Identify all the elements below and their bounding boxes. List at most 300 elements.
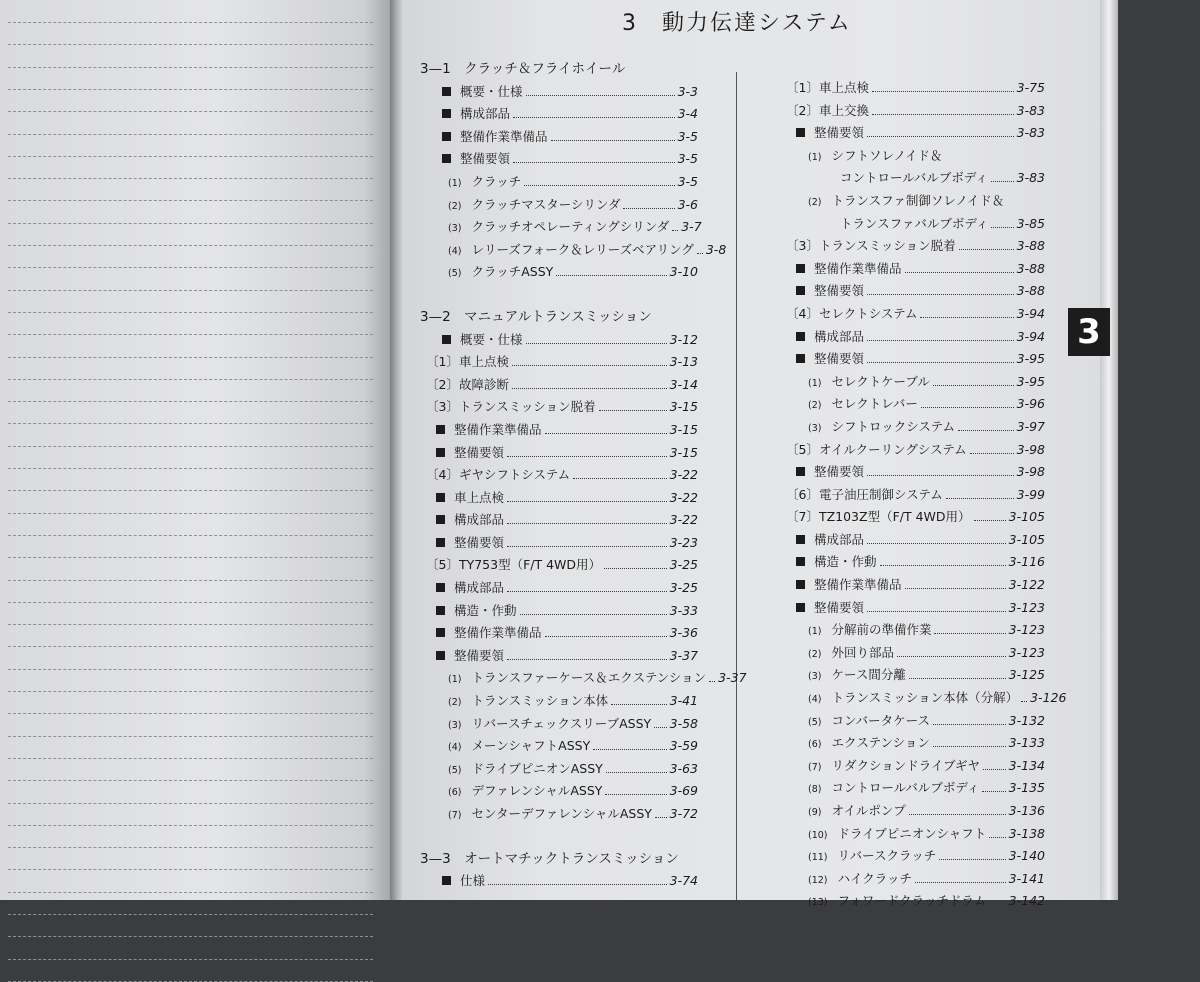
toc-entry-label: 構成部品 — [814, 531, 865, 547]
dot-leader — [915, 882, 1006, 883]
column-divider — [736, 72, 737, 900]
dot-leader — [1021, 701, 1027, 702]
dot-leader — [606, 772, 667, 773]
toc-entry[interactable] — [780, 890, 1045, 913]
ruled-line — [8, 557, 373, 558]
toc-entry[interactable] — [780, 77, 1045, 100]
toc-entry-label: 構造・作動 — [454, 602, 517, 618]
ruled-line — [8, 535, 373, 536]
toc-page-number: 3-99 — [1016, 486, 1045, 502]
toc-page-number: 3-23 — [669, 534, 698, 550]
toc-entry-number: (1) — [808, 626, 822, 638]
toc-page-number: 3-72 — [669, 806, 698, 821]
dot-leader — [958, 430, 1014, 431]
dot-leader — [934, 633, 1005, 634]
dot-leader — [920, 317, 1013, 318]
toc-entry-number: (8) — [808, 784, 822, 796]
page-edge — [1100, 0, 1118, 900]
toc-entry[interactable] — [420, 803, 698, 826]
toc-page-number: 3-5 — [677, 151, 698, 167]
toc-page-number: 3-58 — [669, 715, 698, 731]
ruled-line — [8, 513, 373, 514]
dot-leader — [593, 749, 666, 750]
toc-page-number: 3-4 — [677, 106, 698, 122]
toc-page-number: 3-22 — [669, 467, 698, 483]
dot-leader — [545, 636, 667, 637]
toc-entry[interactable] — [780, 235, 1045, 258]
toc-entry-number: (4) — [448, 742, 462, 754]
toc-page-number: 3-123 — [1008, 599, 1045, 615]
toc-entry[interactable] — [420, 509, 698, 532]
toc-entry-label: トランスミッション本体（分解） — [831, 690, 1019, 706]
toc-left-column — [420, 58, 747, 893]
ruled-line — [8, 869, 373, 870]
toc-entry-label: 〔2〕車上交換 — [786, 102, 869, 118]
dot-leader — [599, 410, 667, 411]
dot-leader — [545, 433, 667, 434]
ruled-line — [8, 646, 373, 647]
toc-page-number: 3-98 — [1016, 464, 1045, 480]
toc-entry[interactable] — [420, 554, 698, 577]
toc-page-number: 3-75 — [1016, 80, 1045, 95]
toc-entry[interactable] — [420, 351, 698, 374]
square-bullet-icon — [796, 467, 805, 476]
dot-leader — [520, 614, 667, 615]
ruled-line — [8, 357, 373, 358]
toc-entry[interactable] — [420, 194, 698, 217]
toc-page-number: 3-13 — [669, 354, 698, 370]
toc-entry[interactable] — [780, 732, 1045, 755]
toc-page-number: 3-36 — [669, 625, 698, 641]
toc-entry-number: (2) — [448, 200, 462, 212]
dot-leader — [989, 904, 1005, 905]
ruled-line — [8, 758, 373, 759]
ruled-line — [8, 267, 373, 268]
toc-entry-number: (3) — [808, 422, 822, 434]
toc-page-number: 3-7 — [681, 219, 702, 235]
toc-page-number: 3-25 — [669, 580, 698, 596]
toc-entry-label: センターデファレンシャルASSY — [471, 806, 652, 821]
dot-leader — [905, 272, 1014, 273]
toc-entry-label: 整備要領 — [454, 534, 505, 550]
toc-entry[interactable] — [420, 126, 698, 149]
dot-leader — [867, 340, 1014, 341]
toc-entry[interactable] — [780, 439, 1045, 462]
toc-entry-label: エクステンション — [831, 735, 930, 751]
ruled-line — [8, 892, 373, 893]
toc-entry-label: ドライブピニオンASSY — [471, 760, 603, 776]
toc-entry-label: 整備要領 — [814, 351, 865, 367]
dot-leader — [556, 275, 666, 276]
toc-page-number: 3-88 — [1016, 238, 1045, 254]
square-bullet-icon — [436, 425, 445, 434]
dot-leader — [880, 565, 1006, 566]
toc-page-number: 3-33 — [669, 602, 698, 618]
dot-leader — [709, 681, 715, 682]
square-bullet-icon — [796, 286, 805, 295]
toc-entry-label: コントロールバルブボディ — [840, 170, 988, 186]
dot-leader — [551, 140, 675, 141]
ruled-line — [8, 401, 373, 402]
toc-entry[interactable] — [420, 374, 698, 397]
toc-entry-label: クラッチASSY — [471, 264, 554, 280]
toc-page-number: 3-6 — [677, 196, 698, 212]
toc-entry[interactable] — [780, 664, 1045, 687]
toc-entry[interactable] — [780, 122, 1045, 145]
toc-entry-label: リダクションドライブギヤ — [831, 757, 980, 773]
toc-entry[interactable] — [420, 464, 698, 487]
toc-page-number: 3-132 — [1008, 712, 1045, 728]
square-bullet-icon — [796, 603, 805, 612]
dot-leader — [867, 362, 1014, 363]
toc-entry[interactable] — [420, 419, 698, 442]
square-bullet-icon — [442, 335, 451, 344]
toc-entry[interactable] — [420, 758, 698, 781]
toc-entry-number: (5) — [448, 764, 462, 776]
ruled-line — [8, 89, 373, 90]
dot-leader — [623, 208, 674, 209]
toc-entry-label: 構造・作動 — [814, 554, 877, 570]
toc-entry[interactable] — [780, 484, 1045, 507]
toc-page-number: 3-22 — [669, 489, 698, 505]
toc-entry[interactable] — [780, 642, 1045, 665]
toc-entry-label: 整備要領 — [814, 599, 865, 615]
toc-entry[interactable] — [420, 577, 698, 600]
square-bullet-icon — [796, 535, 805, 544]
toc-entry[interactable] — [780, 393, 1045, 416]
toc-entry-label: 〔2〕故障診断 — [426, 376, 509, 392]
toc-entry[interactable] — [780, 868, 1045, 891]
ruled-line — [8, 223, 373, 224]
toc-entry[interactable] — [420, 396, 698, 419]
toc-entry[interactable] — [420, 148, 698, 171]
toc-entry[interactable] — [420, 667, 747, 690]
ruled-line — [8, 134, 373, 135]
toc-entry-label: トランスファーケース＆エクステンション — [471, 670, 707, 686]
toc-entry[interactable] — [420, 487, 698, 510]
toc-entry[interactable] — [420, 600, 698, 623]
toc-entry-label: 車上点検 — [454, 489, 505, 505]
toc-entry-label: 〔1〕車上点検 — [786, 80, 869, 95]
toc-entry[interactable] — [780, 574, 1045, 597]
toc-entry-label: 〔6〕電子油圧制御システム — [786, 486, 943, 502]
toc-entry[interactable] — [780, 800, 1045, 823]
ruled-line — [8, 379, 373, 380]
toc-entry[interactable] — [780, 551, 1045, 574]
toc-entry-label: レリーズフォーク＆レリーズベアリング — [471, 241, 694, 257]
toc-entry-number: (5) — [808, 716, 822, 728]
toc-page-number: 3-88 — [1016, 283, 1045, 299]
toc-entry-label: 整備作業準備品 — [454, 625, 542, 641]
toc-entry[interactable] — [780, 823, 1045, 846]
square-bullet-icon — [436, 515, 445, 524]
toc-entry-number: (1) — [448, 177, 462, 189]
toc-entry[interactable] — [420, 81, 698, 104]
toc-entry-number: (1) — [808, 377, 822, 389]
dot-leader — [939, 859, 1005, 860]
dot-leader — [970, 453, 1014, 454]
toc-page-number: 3-5 — [677, 173, 698, 189]
toc-entry[interactable] — [420, 713, 698, 736]
toc-entry-number: (6) — [448, 787, 462, 799]
toc-entry[interactable] — [420, 171, 698, 194]
toc-entry-label: 〔4〕ギヤシフトシステム — [426, 467, 571, 483]
ruled-line — [8, 936, 373, 937]
toc-section-label: 3—1 クラッチ＆フライホイール — [420, 61, 626, 77]
toc-entry[interactable] — [780, 190, 1045, 213]
square-bullet-icon — [796, 354, 805, 363]
toc-section-heading[interactable] — [420, 58, 698, 81]
dot-leader — [513, 162, 675, 163]
toc-entry[interactable] — [780, 506, 1045, 529]
toc-entry[interactable] — [420, 239, 727, 262]
dot-leader — [989, 837, 1005, 838]
toc-entry-label: ドライブピニオンシャフト — [837, 825, 987, 841]
toc-spacer — [420, 284, 698, 306]
ruled-line — [8, 245, 373, 246]
toc-entry[interactable] — [780, 416, 1045, 439]
square-bullet-icon — [436, 606, 445, 615]
toc-entry-label: デファレンシャルASSY — [471, 783, 603, 799]
ruled-line — [8, 156, 373, 157]
toc-page-number: 3-85 — [1016, 215, 1045, 231]
toc-entry[interactable] — [780, 687, 1067, 710]
toc-entry-number: (11) — [808, 852, 828, 864]
toc-entry-label: 分解前の準備作業 — [831, 622, 932, 638]
toc-entry[interactable] — [780, 461, 1045, 484]
ruled-line — [8, 312, 373, 313]
dot-leader — [513, 117, 675, 118]
toc-entry-label: 整備要領 — [454, 444, 505, 460]
toc-entry-label: 〔1〕車上点検 — [426, 354, 509, 370]
square-bullet-icon — [442, 109, 451, 118]
chapter-tab[interactable]: 3 — [1068, 308, 1110, 356]
toc-page-number: 3-97 — [1016, 418, 1045, 434]
square-bullet-icon — [436, 538, 445, 547]
ruled-line — [8, 580, 373, 581]
square-bullet-icon — [436, 583, 445, 592]
toc-entry[interactable] — [780, 167, 1045, 190]
dot-leader — [573, 478, 667, 479]
toc-entry-label: クラッチ — [471, 173, 522, 189]
dot-leader — [867, 611, 1006, 612]
chapter-title: 3 動力伝達システム — [622, 11, 852, 36]
toc-entry-label: メーンシャフトASSY — [471, 738, 591, 754]
toc-entry[interactable] — [780, 529, 1045, 552]
toc-entry-number: (2) — [808, 400, 822, 412]
toc-entry[interactable] — [420, 216, 702, 239]
ruled-line — [8, 780, 373, 781]
dot-leader — [905, 588, 1006, 589]
toc-entry[interactable] — [780, 755, 1045, 778]
dot-leader — [909, 814, 1006, 815]
toc-entry-label: 整備作業準備品 — [814, 260, 902, 276]
toc-entry[interactable] — [420, 735, 698, 758]
dot-leader — [909, 678, 1006, 679]
dot-leader — [604, 568, 667, 569]
toc-entry-number: (4) — [808, 694, 822, 706]
ruled-line — [8, 624, 373, 625]
toc-entry[interactable] — [780, 145, 1045, 168]
toc-entry[interactable] — [780, 303, 1045, 326]
square-bullet-icon — [442, 132, 451, 141]
dot-leader — [983, 769, 1006, 770]
toc-page-number: 3-3 — [677, 83, 698, 99]
toc-spacer — [420, 826, 698, 848]
toc-entry-label: 〔5〕オイルクーリングシステム — [786, 441, 967, 457]
dot-leader — [872, 114, 1014, 115]
dot-leader — [512, 388, 667, 389]
toc-page-number: 3-74 — [669, 873, 698, 889]
dot-leader — [921, 407, 1014, 408]
toc-entry[interactable] — [780, 100, 1045, 123]
toc-page-number: 3-59 — [669, 738, 698, 754]
dot-leader — [933, 385, 1014, 386]
ruled-line — [8, 67, 373, 68]
toc-section-heading[interactable] — [420, 306, 698, 329]
toc-entry-label: 構成部品 — [454, 580, 505, 596]
toc-page-number: 3-105 — [1008, 509, 1045, 525]
dot-leader — [507, 501, 667, 502]
toc-entry-label: ハイクラッチ — [837, 870, 913, 886]
ruled-line — [8, 178, 373, 179]
toc-entry[interactable] — [780, 371, 1045, 394]
dot-leader — [933, 724, 1006, 725]
ruled-line — [8, 290, 373, 291]
toc-page-number: 3-105 — [1008, 531, 1045, 547]
toc-entry-label: 〔5〕TY753型（F/T 4WD用） — [426, 557, 602, 573]
toc-entry-label: リバースクラッチ — [837, 848, 937, 864]
toc-entry-label: 構成部品 — [814, 328, 865, 344]
toc-entry[interactable] — [420, 690, 698, 713]
toc-entry-label: 整備要領 — [814, 283, 865, 299]
toc-entry[interactable] — [780, 348, 1045, 371]
toc-entry[interactable] — [420, 622, 698, 645]
toc-entry-number: (9) — [808, 807, 822, 818]
toc-page-number: 3-37 — [718, 670, 747, 686]
dot-leader — [872, 91, 1014, 92]
ruled-line — [8, 959, 373, 960]
toc-entry[interactable] — [420, 532, 698, 555]
toc-entry-number: (4) — [448, 245, 462, 257]
toc-entry[interactable] — [780, 326, 1045, 349]
toc-page-number: 3-125 — [1008, 667, 1045, 683]
square-bullet-icon — [436, 628, 445, 637]
toc-entry-label: トランスファ制御ソレノイド＆ — [831, 192, 1005, 208]
toc-page-number: 3-95 — [1016, 373, 1045, 389]
toc-entry[interactable] — [780, 258, 1045, 281]
toc-entry-label: コンバータケース — [831, 712, 930, 728]
dot-leader — [867, 136, 1014, 137]
toc-entry[interactable] — [780, 597, 1045, 620]
toc-page-number: 3-116 — [1008, 554, 1045, 570]
toc-entry[interactable] — [420, 780, 698, 803]
toc-page-number: 3-41 — [669, 693, 698, 709]
toc-entry-label: フォワードクラッチドラム — [837, 893, 987, 909]
toc-page-number: 3-96 — [1016, 396, 1045, 412]
toc-entry[interactable] — [780, 619, 1045, 642]
toc-entry-label: オイルポンプ — [831, 803, 906, 818]
toc-entry[interactable] — [420, 870, 698, 893]
toc-page-number: 3-95 — [1016, 351, 1045, 367]
toc-entry[interactable] — [780, 213, 1045, 236]
toc-entry[interactable] — [780, 777, 1045, 800]
toc-page-number: 3-12 — [669, 331, 698, 347]
ruled-line — [8, 691, 373, 692]
toc-entry[interactable] — [420, 442, 698, 465]
square-bullet-icon — [796, 128, 805, 137]
toc-entry-number: (3) — [808, 671, 822, 683]
toc-entry[interactable] — [780, 710, 1045, 733]
toc-page-number: 3-134 — [1008, 757, 1045, 773]
ruled-line — [8, 446, 373, 447]
dot-leader — [897, 656, 1006, 657]
toc-entry-label: 外回り部品 — [831, 644, 894, 660]
dot-leader — [507, 659, 667, 660]
toc-entry[interactable] — [420, 103, 698, 126]
toc-entry-label: 整備要領 — [460, 151, 511, 167]
toc-page-number: 3-83 — [1016, 102, 1045, 118]
ruled-line — [8, 423, 373, 424]
toc-page-number: 3-142 — [1008, 893, 1045, 909]
toc-page-number: 3-15 — [669, 399, 698, 415]
dot-leader — [507, 591, 667, 592]
toc-entry-label: 〔3〕トランスミッション脱着 — [426, 399, 596, 415]
toc-entry-label: 構成部品 — [460, 106, 511, 122]
ruled-line — [8, 22, 373, 23]
toc-entry-label: クラッチマスターシリンダ — [471, 196, 621, 212]
toc-entry-number: (3) — [448, 223, 462, 235]
ruled-line — [8, 669, 373, 670]
toc-right-column — [780, 77, 1067, 913]
toc-entry[interactable] — [420, 329, 698, 352]
toc-entry[interactable] — [780, 280, 1045, 303]
toc-section-heading[interactable] — [420, 848, 698, 871]
toc-page-number: 3-123 — [1008, 622, 1045, 638]
dot-leader — [867, 475, 1014, 476]
toc-entry[interactable] — [420, 645, 698, 668]
dot-leader — [507, 523, 667, 524]
toc-entry-label: 仕様 — [460, 873, 486, 889]
toc-entry-label: コントロールバルブボディ — [831, 780, 980, 796]
dot-leader — [512, 365, 667, 366]
ruled-line — [8, 602, 373, 603]
toc-entry-label: 整備要領 — [454, 647, 505, 663]
dot-leader — [655, 817, 667, 818]
toc-page-number: 3-136 — [1008, 803, 1045, 818]
square-bullet-icon — [442, 154, 451, 163]
toc-page-number: 3-140 — [1008, 848, 1045, 864]
toc-entry-label: 〔4〕セレクトシステム — [786, 305, 918, 321]
dot-leader — [611, 704, 667, 705]
dot-leader — [933, 746, 1006, 747]
ruled-line — [8, 914, 373, 915]
toc-entry-number: (10) — [808, 829, 828, 841]
toc-entry[interactable] — [420, 261, 698, 284]
ruled-line — [8, 44, 373, 45]
ruled-line — [8, 803, 373, 804]
dot-leader — [867, 543, 1006, 544]
toc-page-number: 3-94 — [1016, 328, 1045, 344]
toc-entry-label: クラッチオペレーティングシリンダ — [471, 219, 670, 235]
toc-entry-label: 概要・仕様 — [460, 83, 523, 99]
square-bullet-icon — [436, 651, 445, 660]
toc-entry[interactable] — [780, 845, 1045, 868]
toc-page-number: 3-94 — [1016, 305, 1045, 321]
toc-page-number: 3-123 — [1008, 644, 1045, 660]
toc-page-number: 3-141 — [1008, 870, 1045, 886]
toc-entry-label: 概要・仕様 — [460, 331, 523, 347]
